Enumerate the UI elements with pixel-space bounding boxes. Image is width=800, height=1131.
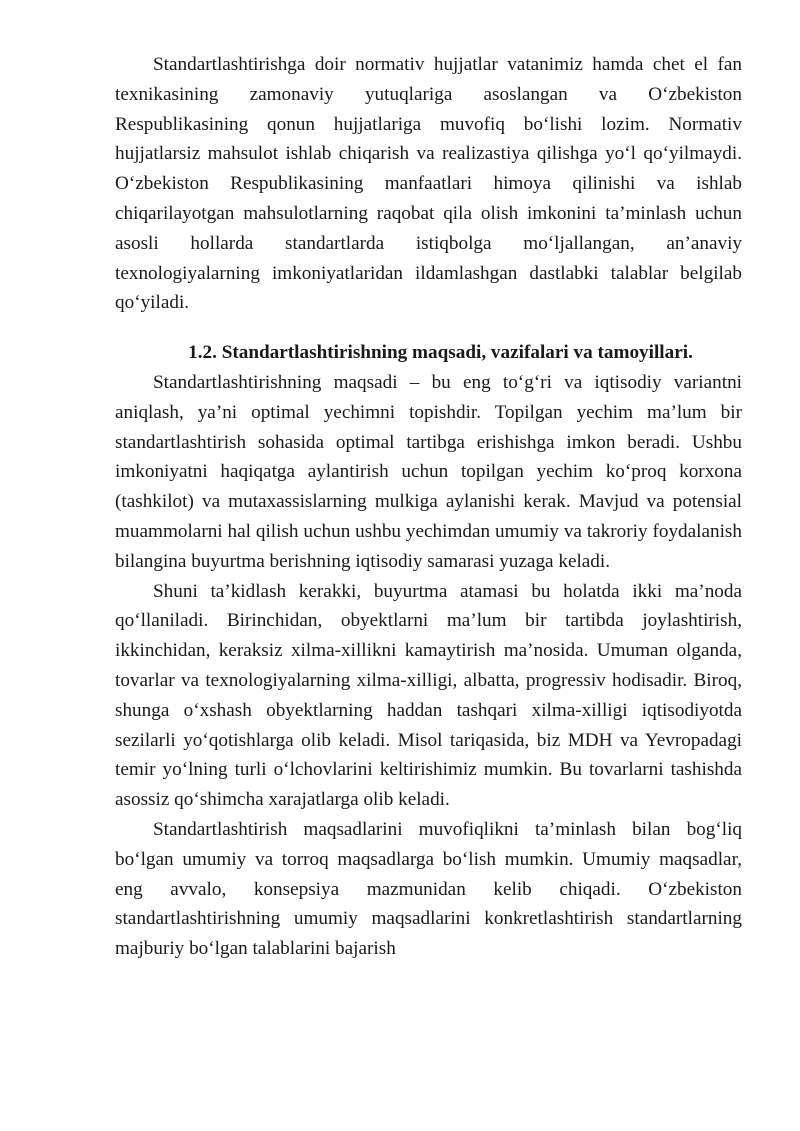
- paragraph-standardization-aims: Standartlashtirish maqsadlarini muvofiqlikni ta’minlash bilan bog‘liq bo‘lgan umumiy va torroq maqsadlarga bo‘lish mumkin. Umumiy maqsadlar, eng avvalo, konsepsiya mazmunidan kelib chiqadi. O‘zbekiston standartlashtirishning umumiy maqsadlarini konkretlashtirish standartlarning majburiy bo‘lgan talablarini bajarish: [115, 818, 742, 960]
- paragraph-order-term: Shuni ta’kidlash kerakki, buyurtma atamasi bu holatda ikki ma’noda qo‘llaniladi. Birinchidan, obyektlarni ma’lum bir tartibda joylashtirish, ikkinchidan, keraksiz xilma-xillikni kamaytirish ma’nosida. Umuman olganda, tovarlar va texnologiyalarning xilma-xilligi, albatta, progressiv hodisadir. Biroq, shunga o‘xshash obyektlarning haddan tashqari xilma-xilligi iqtisodiyotda sezilarli yo‘qotishlarga olib keladi. Misol tariqasida, biz MDH va Yevropadagi temir yo‘lning turli o‘lchovlarini keltirishimiz mumkin. Bu tovarlarni tashishda asossiz qo‘shimcha xarajatlarga olib keladi.: [115, 580, 742, 811]
- document-page: [115, 50, 742, 964]
- paragraph-standardization-goal: Standartlashtirishning maqsadi – bu eng to‘g‘ri va iqtisodiy variantni aniqlash, ya’ni optimal yechimni topishdir. Topilgan yechim ma’lum bir standartlashtirish sohasida optimal tartibga erishishga imkon beradi. Ushbu imkoniyatni haqiqatga aylantirish uchun topilgan yechim ko‘proq korxona (tashkilot) va mutaxassislarning mulkiga aylanishi kerak. Mavjud va potensial muammolarni hal qilish uchun ushbu yechimdan umumiy va takroriy foydalanish bilangina buyurtma berishning iqtisodiy samarasi yuzaga keladi.: [115, 371, 742, 572]
- section-heading: 1.2. Standartlashtirishning maqsadi, vazifalari va tamoyillari.: [188, 342, 693, 364]
- paragraph-normative-documents: Standartlashtirishga doir normativ hujjatlar vatanimiz hamda chet el fan texnikasining zamonaviy yutuqlariga asoslangan va O‘zbekiston Respublikasining qonun hujjatlariga muvofiq bo‘lishi lozim. Normativ hujjatlarsiz mahsulot ishlab chiqarish va realizastiya qilishga yo‘l qo‘yilmaydi. O‘zbekiston Respublikasining manfaatlari himoya qilinishi va ishlab chiqarilayotgan mahsulotlarning raqobat qila olish imkonini ta’minlash uchun asosli hollarda standartlarda istiqbolga mo‘ljallangan, an’anaviy texnologiyalarning imkoniyatlaridan ildamlashgan dastlabki talablar belgilab qo‘yiladi.: [115, 54, 742, 314]
